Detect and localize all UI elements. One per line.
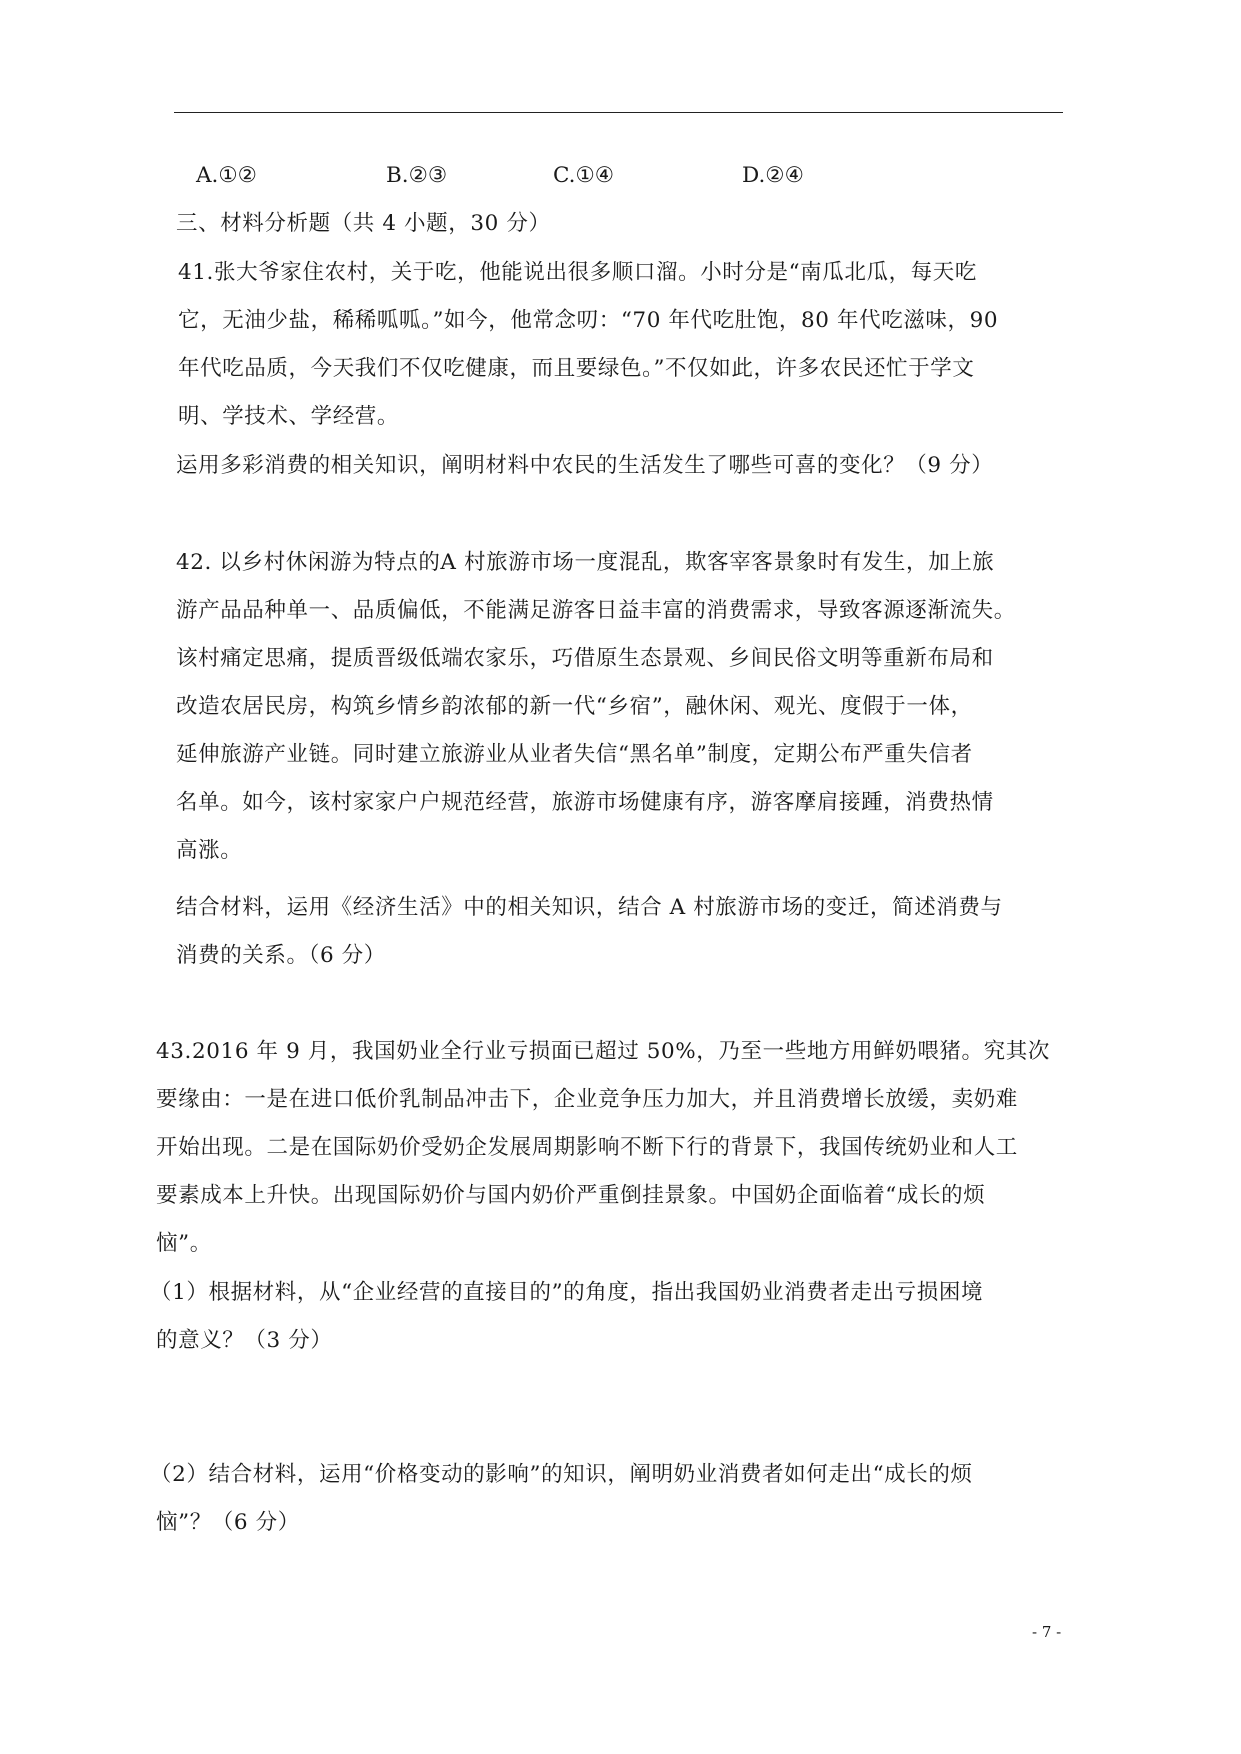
q42-line: 名单。如今，该村家家户户规范经营，旅游市场健康有序，游客摩肩接踵，消费热情 — [176, 790, 994, 815]
q43-line: 要缘由：一是在进口低价乳制品冲击下，企业竞争压力加大，并且消费增长放缓，卖奶难 — [156, 1087, 1018, 1112]
section-title: 三、材料分析题（共 4 小题，30 分） — [176, 211, 551, 236]
q42-line: 42. 以乡村休闲游为特点的A 村旅游市场一度混乱，欺客宰客景象时有发生，加上旅 — [176, 550, 995, 575]
option-d: D.②④ — [742, 163, 804, 188]
q42-line: 改造农居民房，构筑乡情乡韵浓郁的新一代“乡宿”，融休闲、观光、度假于一体， — [176, 694, 973, 719]
page-number: - 7 - — [1032, 1623, 1062, 1641]
q43-line: 恼”。 — [156, 1231, 212, 1256]
q43-sub1: 的意义？（3 分） — [156, 1328, 333, 1353]
q41-question: 运用多彩消费的相关知识，阐明材料中农民的生活发生了哪些可喜的变化？（9 分） — [176, 453, 994, 478]
q41-line: 年代吃品质，今天我们不仅吃健康，而且要绿色。”不仅如此，许多农民还忙于学文 — [178, 356, 975, 381]
q41-line: 它，无油少盐，稀稀呱呱。”如今，他常念叨：“70 年代吃肚饱，80 年代吃滋味，90 — [178, 308, 999, 333]
q43-line: 43.2016 年 9 月，我国奶业全行业亏损面已超过 50%，乃至一些地方用鲜奶喂猪。究其次 — [156, 1039, 1050, 1064]
q42-line: 高涨。 — [176, 838, 243, 863]
header-rule — [174, 112, 1063, 113]
q43-sub2: （2）结合材料，运用“价格变动的影响”的知识，阐明奶业消费者如何走出“成长的烦 — [150, 1462, 973, 1487]
q41-line: 明、学技术、学经营。 — [178, 404, 400, 429]
q42-question: 消费的关系。（6 分） — [176, 943, 386, 968]
q43-sub2: 恼”？（6 分） — [156, 1510, 300, 1535]
q43-line: 开始出现。二是在国际奶价受奶企发展周期影响不断下行的背景下，我国传统奶业和人工 — [156, 1135, 1018, 1160]
option-c: C.①④ — [553, 163, 615, 188]
q42-line: 该村痛定思痛，提质晋级低端农家乐，巧借原生态景观、乡间民俗文明等重新布局和 — [176, 646, 994, 671]
q42-line: 延伸旅游产业链。同时建立旅游业从业者失信“黑名单”制度，定期公布严重失信者 — [176, 742, 973, 767]
q41-line: 41.张大爷家住农村，关于吃，他能说出很多顺口溜。小时分是“南瓜北瓜，每天吃 — [178, 260, 977, 285]
option-a: A.①② — [196, 163, 257, 188]
q42-line: 游产品品种单一、品质偏低，不能满足游客日益丰富的消费需求，导致客源逐渐流失。 — [176, 598, 1016, 623]
option-b: B.②③ — [386, 163, 448, 188]
q42-question: 结合材料，运用《经济生活》中的相关知识，结合 A 村旅游市场的变迁，简述消费与 — [176, 895, 1003, 920]
q43-sub1: （1）根据材料，从“企业经营的直接目的”的角度，指出我国奶业消费者走出亏损困境 — [150, 1280, 984, 1305]
q43-line: 要素成本上升快。出现国际奶价与国内奶价严重倒挂景象。中国奶企面临着“成长的烦 — [156, 1183, 986, 1208]
